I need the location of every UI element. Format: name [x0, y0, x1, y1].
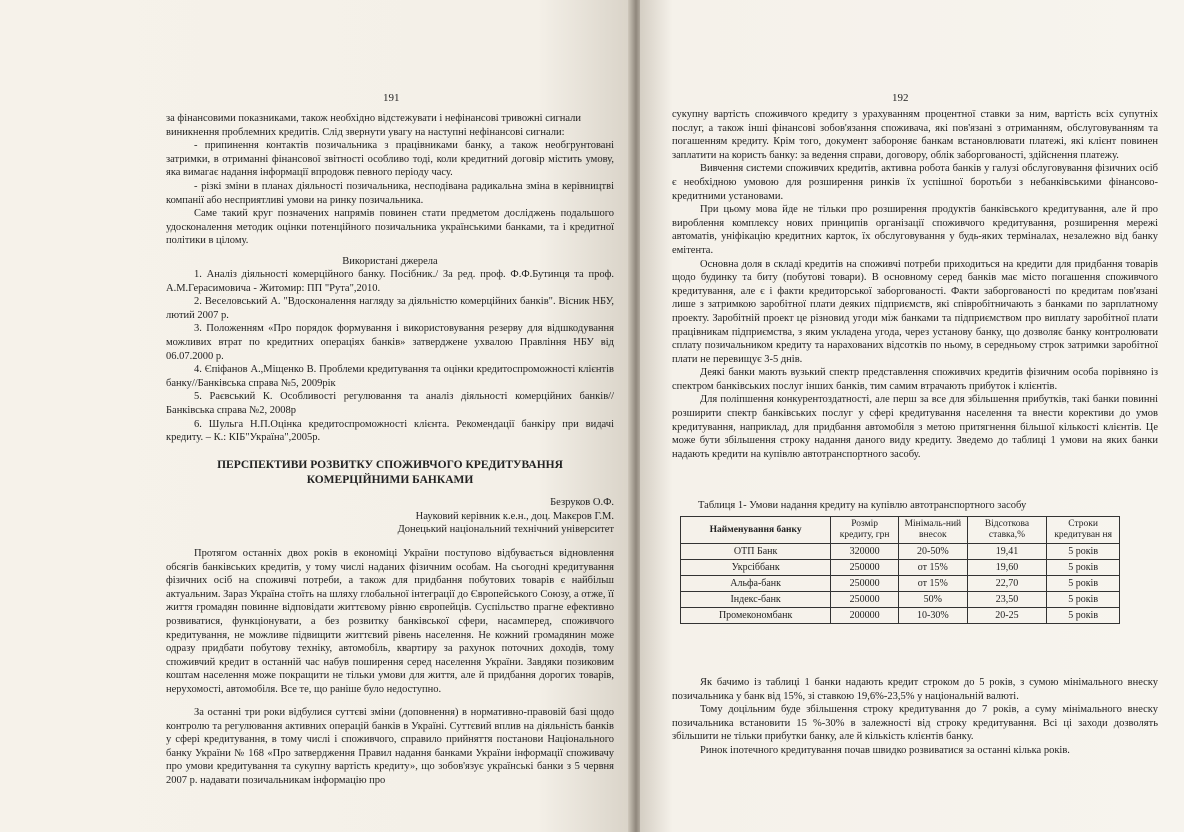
table-cell: 50%	[899, 592, 968, 608]
table-cell: 250000	[831, 592, 899, 608]
sources-list	[166, 268, 614, 445]
source-item: 4. Єпіфанов А.,Міщенко В. Проблеми кредитування та оцінки кредитоспроможності клієнтів банку//Банківська справа №5, 2009рік	[166, 364, 614, 389]
article-title-line: КОМЕРЦІЙНИМИ БАНКАМИ	[306, 474, 474, 486]
right-text-top	[672, 108, 1158, 461]
table-header-row	[681, 517, 1120, 544]
table-cell: 20-25	[967, 608, 1047, 624]
table-cell: Альфа-банк	[681, 576, 831, 592]
body-paragraph: Ринок іпотечного кредитування почав швидко розвиватися за останні кілька років.	[700, 744, 1070, 756]
signal-paragraph: - припинення контактів позичальника з працівниками банку, а також необгрунтовані затримки, в отриманні фінансової звітності особливо тоді, коли кредитний договір містить умову, яка вимагає надання інформації впродовж певного періоду часу.	[166, 140, 614, 179]
table-cell: 19,60	[967, 560, 1047, 576]
article-title	[166, 458, 614, 488]
body-paragraph: Як бачимо із таблиці 1 банки надають кредит строком до 5 років, з сумою мінімального внеску позичальника у банк від 15%, зі ставкою 19,6%-23,5% у національній валюті.	[672, 677, 1158, 702]
source-item: 2. Веселовський А. "Вдосконалення нагляду за діяльністю комерційних банків". Вісник НБУ, лютий 2007 р.	[166, 296, 614, 321]
column-header: Мінімаль-ний внесок	[899, 517, 968, 544]
author-name: Безруков О.Ф.	[550, 497, 614, 508]
table-row	[681, 592, 1120, 608]
source-item: 1. Аналіз діяльності комерційного банку. Посібник./ За ред. проф. Ф.Ф.Бутинця та проф. А.М.Герасимовича - Житомир: ПП "Рута",2010.	[166, 269, 614, 294]
table-cell: 5 років	[1047, 592, 1120, 608]
table-cell: Укрсіббанк	[681, 560, 831, 576]
signal-paragraph: Саме такий круг позначених напрямів повинен стати предметом досліджень подальшого удосконалення методик оцінки потенційного позичальника українськими банками, та і кредитної політики в цілому.	[166, 208, 614, 247]
table-cell: Індекс-банк	[681, 592, 831, 608]
intro-text	[166, 112, 614, 248]
author-block	[166, 496, 614, 537]
table-cell: ОТП Банк	[681, 544, 831, 560]
intro-line: за фінансовими показниками, також необхідно відстежувати і нефінансові тривожні сигнали	[166, 113, 582, 124]
table-cell: 19,41	[967, 544, 1047, 560]
signal-paragraph: - різкі зміни в планах діяльності позичальника, несподівана радикальна зміна в керівництві компанії або несприятливі умови на ринку позичальника.	[166, 180, 614, 206]
column-header: Відсоткова ставка,%	[967, 517, 1047, 544]
table-row	[681, 576, 1120, 592]
table-row	[681, 608, 1120, 624]
body-paragraph: Вивчення системи споживчих кредитів, активна робота банків у галузі обслуговування фізичних осіб є необхідною умовою для розширення ринків їх успішної боротьби з небанківськими фінансово-кредитними установами.	[672, 163, 1158, 202]
body-paragraph: Для поліпшення конкурентоздатності, але перш за все для збільшення прибутків, такі банки повинні розширити спектр банківських послуг у сфері кредитування населення та внести корективи до умов кредитування, наприклад, для придбання автомобіля з метою притягнення більшої кількості клієнтів. Це може бути збільшення строку надання даного виду кредиту. Зведемо до таблиці 1 умови на яких банки надають кредити на купівлю автотранспортного засобу.	[672, 394, 1158, 460]
table-row	[681, 544, 1120, 560]
table-cell: 10-30%	[899, 608, 968, 624]
supervisor: Науковий керівник к.е.н., доц. Макєров Г.М.	[415, 510, 614, 522]
page-number: 191	[383, 92, 400, 104]
page-number: 192	[892, 92, 909, 104]
table-cell: 22,70	[967, 576, 1047, 592]
body-paragraph: Протягом останніх двох років в економіці України поступово відбувається відновлення обсягів банківських кредитів, у тому числі наданих фізичним особам. На сьогодні кредитування фізичних осіб на споживчі потреби, а також для придбання побутових товарів є найбільш актуальним. Зараз Україна стоїть на шляху глобальної інтеграції до Європейського Союзу, а отже, її життя громадян повинне відповідати життєвому рівню європейців. Суспільство прагне ефективно розвиватися, функціонувати, а без розвитку банківської сфери, насамперед, споживчого кредитування, не можливе підвищити життєвий рівень населення. Не кожний громадянин може одразу придбати побутову техніку, автомобіль, квартиру за рахунок поточних доходів, тому споживчий кредит в останній час набув поширення серед населення України. Завдяки позиковим коштам населення може покращити не тільки умови для життя, але й придбання дорогих товарів, нерухомості, автомобіля. Все те, що раніше було недоступно.	[166, 548, 614, 695]
column-header: Розмір кредиту, грн	[831, 517, 899, 544]
table-cell: 5 років	[1047, 608, 1120, 624]
source-item: 5. Раєвський К. Особливості регулювання та аналіз діяльності комерційних банків// Банківська справа №2, 2008р	[166, 391, 614, 416]
table-cell: 20-50%	[899, 544, 968, 560]
body-paragraph: При цьому мова йде не тільки про розширення продуктів банківського кредитування, але й про вироблення комплексу нових принципів організації споживчого кредитування, розширення мережі автоматів, уніфікацію кредитних карток, їх обслуговування у будь-яких терміналах, незалежно від банку емітента.	[672, 204, 1158, 256]
table-cell: 200000	[831, 608, 899, 624]
table-cell: 5 років	[1047, 560, 1120, 576]
table-cell: 5 років	[1047, 576, 1120, 592]
column-header: Строки кредитуван ня	[1047, 517, 1120, 544]
table-cell: от 15%	[899, 560, 968, 576]
body-paragraph: Тому доцільним буде збільшення строку кредитування до 7 років, а суму мінімального внеску позичальника встановити 15 %-30% в залежності від строку кредитування. Всі ці заходи дозволять збільшити не тільки прибутки банку, але й кількість клієнтів банку.	[672, 704, 1158, 743]
sources-heading: Використані джерела	[342, 256, 438, 267]
article-title-line: ПЕРСПЕКТИВИ РОЗВИТКУ СПОЖИВЧОГО КРЕДИТУВАННЯ	[217, 459, 563, 471]
table-cell: 250000	[831, 560, 899, 576]
table-cell: 23,50	[967, 592, 1047, 608]
body-paragraph: Деякі банки мають вузький спектр представлення споживчих кредитів фізичним особа порівняно із спектром банківських послуг інших банків, тим самим втрачають прибуток і клієнтів.	[672, 367, 1158, 392]
column-header: Найменування банку	[681, 517, 831, 544]
source-item: 6. Шульга Н.П.Оцінка кредитоспроможності клієнта. Рекомендації банкіру при видачі кредиту. – К.: КІБ"Україна",2005р.	[166, 418, 614, 444]
source-item: 3. Положенням «Про порядок формування і використовування резерву для відшкодування можливих втрат по кредитних операціях банків» затверджене ухвалою Правління НБУ від 06.07.2000 р.	[166, 323, 614, 362]
table-cell: 250000	[831, 576, 899, 592]
table-cell: Промекономбанк	[681, 608, 831, 624]
body-paragraph: сукупну вартість споживчого кредиту з урахуванням процентної ставки за ним, вартість всіх супутніх послуг, а також інші фінансові зобов'язання споживача, які пов'язані з отриманням, обслуговуванням та погашенням кредиту. Крім того, документ забороняє банкам встановлювати платежі, які клієнт повинен заплатити на користь банку: за ведення справи, договору, облік заборгованості, здійснення платежу.	[672, 109, 1158, 161]
table-caption: Таблиця 1- Умови надання кредиту на купівлю автотранспортного засобу	[698, 500, 1027, 511]
table-cell: 320000	[831, 544, 899, 560]
table-row	[681, 560, 1120, 576]
table-cell: 5 років	[1047, 544, 1120, 560]
body-paragraph: Основна доля в складі кредитів на споживчі потреби приходиться на кредити для придбання товарів щодо будинку та биту (побутові товари). В основному серед банків має місто погашення споживчого кредитування, але є і факти кредиторської заборгованості. Факти заборгованості по кредитам пов'язані лише з затримкою заробітної плати деяких підприємств, які співробітничають з банками по зарплатному проекту. Заробітній проект це різновид угоди між банками та підприємством про виплату заробітної плати працівникам підприємства, з яким укладена угода, через установу банку, що дозволяє банку контролювати сплату позичальником кредиту та нарахованих відсотків по ньому, в середньому строк затримки заробітної плати не перевищує 3-5 днів.	[672, 258, 1158, 365]
university: Донецький національний технічний університет	[397, 524, 614, 536]
intro-line: виникнення проблемних кредитів. Слід звернути увагу на наступні нефінансові сигнали:	[166, 126, 565, 138]
body-paragraph: За останні три роки відбулися суттєві зміни (доповнення) в нормативно-правовій базі щодо контролю та регулювання активних операцій банків в Україні. Суттєвий вплив на діяльність банків у сфері кредитування, в тому числі і споживчого, справило прийняття постанови Національного банку України № 168 «Про затвердження Правил надання банками України інформації споживачу про умови кредитування та сукупну вартість кредиту», що зобов'язує українські банки з 5 червня 2007 р. надавати позичальникам інформацію про	[166, 707, 614, 786]
right-text-bottom	[672, 676, 1158, 758]
table-cell: от 15%	[899, 576, 968, 592]
right-page	[640, 0, 1184, 832]
credit-conditions-table	[680, 516, 1120, 624]
